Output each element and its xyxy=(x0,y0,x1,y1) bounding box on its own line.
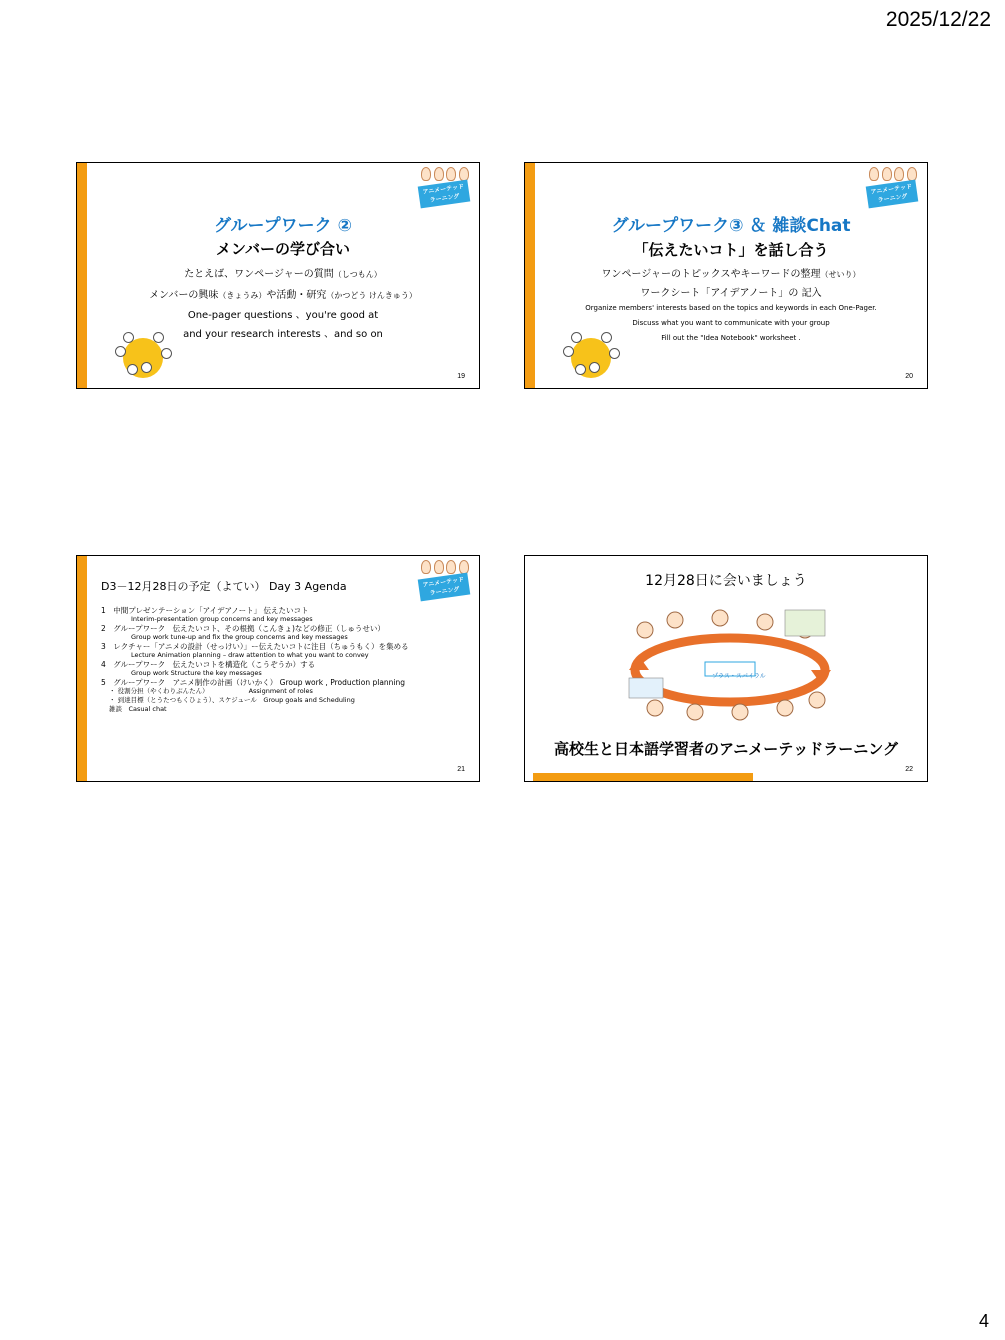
accent-bar xyxy=(77,163,87,388)
slide-subtitle: メンバーの学び合い xyxy=(216,240,350,258)
accent-bar xyxy=(77,556,87,781)
slide-line-3: One-pager questions 、you're good at xyxy=(187,310,379,321)
agenda-item-en: Interim-presentation group concerns and key messages xyxy=(131,615,313,623)
accent-bar xyxy=(525,163,535,388)
slide-number: 22 xyxy=(905,766,913,773)
slide-line-4: and your research interests 、and so on xyxy=(183,329,383,340)
animated-learning-logo: アニメーテッド ラーニング xyxy=(417,560,473,602)
agenda-title: D3－12月28日の予定（よてい） Day 3 Agenda xyxy=(101,580,347,593)
agenda-item: 5 グループワーク アニメ制作の計画（けいかく） Group work , Production planning xyxy=(101,678,406,687)
slide-en-3: Fill out the "Idea Notebook" worksheet . xyxy=(661,334,801,342)
sun-people-illustration xyxy=(109,332,173,382)
agenda-item-en: Group work Structure the key messages xyxy=(131,669,262,677)
slide-19[interactable] xyxy=(76,162,480,389)
agenda-subitem: ・ 役割分担（やくわりぶんたん） Assignment of roles xyxy=(109,687,313,695)
accent-bottom-bar xyxy=(533,773,753,781)
slide-title: 12月28日に会いましょう xyxy=(645,573,807,589)
agenda-item: 2 グループワーク 伝えたいコト、その根拠（こんきょ)などの修正（しゅうせい） xyxy=(101,624,385,633)
agenda-item: 4 グループワーク 伝えたいコトを構造化（こうぞうか）する xyxy=(101,660,316,669)
slide-20[interactable] xyxy=(524,162,928,389)
agenda-list xyxy=(101,606,459,714)
slide-21[interactable] xyxy=(76,555,480,782)
slide-22[interactable] xyxy=(524,555,928,782)
agenda-subitem: ・ 到達目標（とうたつもくひょう）、スケジュール Group goals and Scheduling xyxy=(109,696,355,704)
slide-line-2: メンバーの興味（きょうみ）や活動・研究（かつどう けんきゅう） xyxy=(149,290,417,301)
slide-title: グループワーク ② xyxy=(214,216,352,236)
illustration-label: プラス・スパイラル xyxy=(712,673,766,680)
animated-learning-logo: アニメーテッド ラーニング xyxy=(417,167,473,209)
slide-en-1: Organize members' interests based on the topics and keywords in each One-Pager. xyxy=(585,304,877,312)
slide-number: 20 xyxy=(905,373,913,380)
agenda-item-en: Group work tune-up and fix the group concerns and key messages xyxy=(131,633,348,641)
slide-line-2: ワークシート「アイデアノート」の 記入 xyxy=(640,288,822,299)
plus-spiral-illustration xyxy=(625,600,835,732)
agenda-item-en: Lecture Animation planning – draw attention to what you want to convey xyxy=(131,651,369,659)
page-number: 4 xyxy=(978,1311,989,1331)
slide-line-1: ワンページャーのトピックスやキーワードの整理（せいり） xyxy=(601,269,861,280)
slide-title: グループワーク③ ＆ 雑談Chat xyxy=(611,216,851,236)
slide-line-1: たとえば、ワンページャーの質問（しつもん） xyxy=(184,269,382,280)
slide-subtitle: 「伝えたいコト」を話し合う xyxy=(633,241,829,259)
sun-people-illustration xyxy=(557,332,621,382)
slide-en-2: Discuss what you want to communicate with your group xyxy=(632,319,830,327)
slide-number: 21 xyxy=(457,766,465,773)
slide-number: 19 xyxy=(457,373,465,380)
agenda-item: 1 中間プレゼンテーション「アイデアノート」 伝えたいコト xyxy=(101,606,309,615)
slide-bottom-title: 高校生と日本語学習者のアニメーテッドラーニング xyxy=(554,740,898,758)
agenda-item: 3 レクチャー「アニメの設計（せっけい）」ー伝えたいコトに注目（ちゅうもく）を集める xyxy=(101,642,409,651)
print-date: 2025/12/22 xyxy=(885,8,991,31)
agenda-chat: 雑談 Casual chat xyxy=(109,705,167,713)
animated-learning-logo: アニメーテッド ラーニング xyxy=(865,167,921,209)
